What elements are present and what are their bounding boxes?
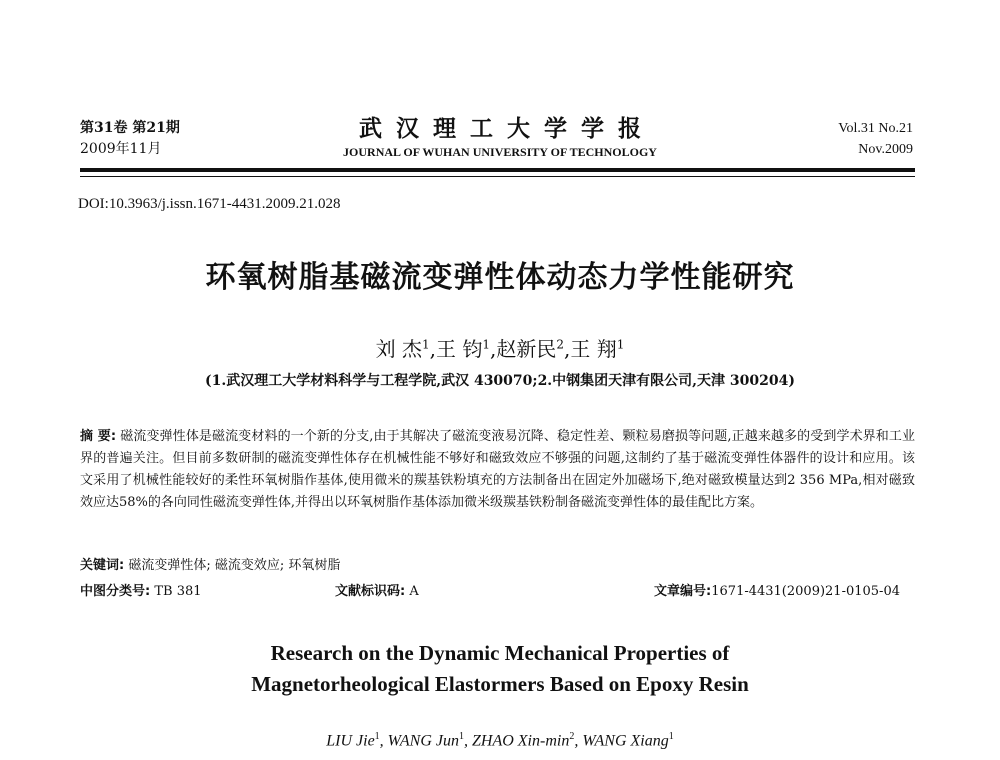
author-affiliation-mark: 1	[482, 337, 490, 352]
volume-issue-en: Vol.31 No.21	[838, 121, 913, 136]
author-en: ZHAO Xin-min	[471, 732, 570, 750]
authors-cn: 刘 杰$^1$,王 钧$^1$,赵新民$^2$,王 翔$^1$	[375, 337, 625, 361]
article-number	[654, 580, 900, 599]
date-cn: 2009年11月	[80, 141, 162, 157]
author-cn: 王 翔	[570, 337, 617, 361]
keywords-text: 磁流变弹性体; 磁流变效应; 环氧树脂	[128, 558, 341, 573]
journal-name-en: JOURNAL OF WUHAN UNIVERSITY OF TECHNOLOGY	[343, 145, 657, 159]
author-affiliation-mark: 2	[569, 731, 575, 742]
volume-issue-cn: 第31卷 第21期	[80, 120, 180, 136]
author-cn: 刘 杰	[375, 337, 422, 361]
title-en-line1: Research on the Dynamic Mechanical Properties of	[270, 641, 730, 665]
keywords-label: 关键词:	[80, 558, 125, 573]
clc-number	[80, 580, 202, 599]
author-affiliation-mark: 1	[422, 337, 430, 352]
author-affiliation-mark: 1	[668, 731, 674, 742]
title-en-line2: Magnetorheological Elastormers Based on Epoxy Resin	[251, 672, 749, 696]
author-en: WANG Xiang	[582, 732, 669, 750]
header-rule-thick	[80, 168, 915, 172]
author-en: WANG Jun	[387, 732, 459, 750]
author-cn: 王 钧	[436, 337, 483, 361]
doi: DOI:10.3963/j.issn.1671-4431.2009.21.028	[78, 196, 341, 212]
header-rule-thin	[80, 176, 915, 177]
title-en	[0, 638, 1000, 700]
author-affiliation-mark: 2	[556, 337, 564, 352]
author-affiliation-mark: 1	[458, 731, 464, 742]
article-no-label: 文章编号:	[654, 584, 712, 599]
journal-header-right	[838, 118, 913, 160]
document-code	[335, 580, 419, 599]
abstract-text: 磁流变弹性体是磁流变材料的一个新的分支,由于其解决了磁流变液易沉降、稳定性差、颗粒易磨损等问题,正越来越多的受到学术界和工业界的普遍关注。但目前多数研制的磁流变弹性体存在机械性能不够好和磁致效应不够强的问题,这制约了基于磁流变弹性体器件的设计和应用。该文采用了机械性能较好的柔性环氧树脂作基体,使用微米的羰基铁粉填充的方法制备出在固定外加磁场下,绝对磁致模量达到2 356 MPa,相对磁致效应达58%的各向同性磁流变弹性体,并得出以环氧树脂作基体添加微米级羰基铁粉制备磁流变弹性体的最佳配比方案。	[80, 429, 915, 510]
authors-en: LIU Jie$^1$, WANG Jun$^1$, ZHAO Xin-$\min^2$, WANG Xiang$^1$	[326, 731, 674, 750]
doc-code-value: A	[409, 584, 419, 599]
keywords	[80, 554, 340, 573]
abstract	[80, 426, 915, 514]
author-affiliation-mark: 1	[616, 337, 625, 352]
author-affiliation-mark: 1	[374, 731, 380, 742]
article-no-value: 1671-4431(2009)21-0105-04	[711, 584, 900, 599]
clc-label: 中图分类号:	[80, 584, 151, 599]
doc-code-label: 文献标识码:	[335, 584, 406, 599]
title-cn: 环氧树脂基磁流变弹性体动态力学性能研究	[205, 260, 795, 295]
clc-value: TB 381	[154, 584, 202, 599]
abstract-label: 摘 要:	[80, 429, 117, 444]
journal-name-cn: 武汉理工大学学报	[359, 115, 655, 142]
author-cn: 赵新民	[496, 337, 557, 361]
date-en: Nov.2009	[858, 142, 913, 157]
author-en: LIU Jie	[326, 732, 375, 750]
affiliations-cn: (1.武汉理工大学材料科学与工程学院,武汉 430070;2.中钢集团天津有限公司,天津 300204)	[204, 373, 796, 389]
